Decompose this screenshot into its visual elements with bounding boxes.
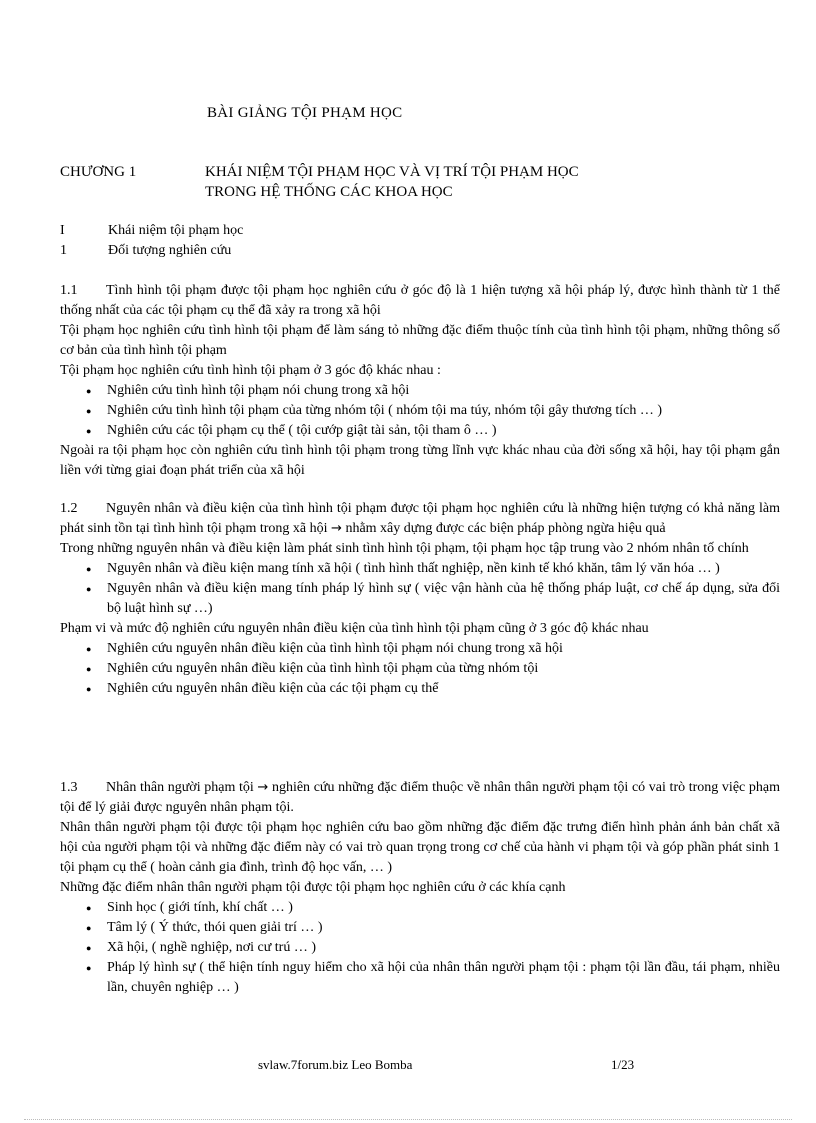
list-item: ● Tâm lý ( Ý thức, thói quen giải trí … ) [60,918,780,938]
paragraph: Ngoài ra tội phạm học còn nghiên cứu tình hình tội phạm trong từng lĩnh vực khác nhau của đời sống xã hội, hay tội phạm gắn liền với từng giai đoạn phát triển của xã hội [60,443,780,478]
section-title: Khái niệm tội phạm học [108,223,244,238]
paragraph: Nhân thân người phạm tội được tội phạm học nghiên cứu bao gồm những đặc điểm đặc trưng điển hình phản ánh bản chất xã hội của người phạm tội và những đặc điểm này có vai trò quan trọng trong cơ chế của hành vi phạm tội và góp phần phát sinh 1 tội phạm cụ thể ( hoàn cảnh gia đình, trình độ học vấn, … ) [60,820,780,875]
paragraph: 1.3 Nhân thân người phạm tội → nghiên cứu những đặc điểm thuộc về nhân thân người phạm tội có vai trò trong việc phạm tội để lý giải được nguyên nhân phạm tội. [60,780,780,815]
document-title: BÀI GIẢNG TỘI PHẠM HỌC [207,105,403,121]
subsection-1-1 [60,281,780,481]
section-1-heading [60,241,231,261]
subsection-1-3 [60,778,780,998]
list-item: ● Nghiên cứu tình hình tội phạm nói chung trong xã hội [60,381,780,401]
section-title: Đối tượng nghiên cứu [108,243,232,258]
bullet-list [60,559,780,619]
list-item: ● Nghiên cứu nguyên nhân điều kiện của các tội phạm cụ thể [60,679,780,699]
chapter-title-line2: TRONG HỆ THỐNG CÁC KHOA HỌC [205,184,453,200]
footer-source: svlaw.7forum.biz Leo Bomba [258,1057,413,1072]
list-item: ● Nguyên nhân và điều kiện mang tính pháp lý hình sự ( việc vận hành của hệ thống pháp luật, cơ chế áp dụng, sửa đổi bộ luật hình sự …) [60,579,780,619]
bullet-list [60,898,780,998]
right-arrow-icon: → [331,521,342,536]
section-number: 1 [60,243,67,258]
list-item: ● Nghiên cứu nguyên nhân điều kiện của tình hình tội phạm của từng nhóm tội [60,659,780,679]
page-divider [24,1119,792,1120]
paragraph: Tội phạm học nghiên cứu tình hình tội phạm ở 3 góc độ khác nhau : [60,363,441,378]
subsection-number: 1.2 [60,501,78,516]
paragraph: Tội phạm học nghiên cứu tình hình tội phạm để làm sáng tỏ những đặc điểm thuộc tính của tình hình tội phạm, những thông số cơ bản của tình hình tội phạm [60,323,780,358]
list-item: ● Xã hội, ( nghề nghiệp, nơi cư trú … ) [60,938,780,958]
list-item: ● Nghiên cứu nguyên nhân điều kiện của tình hình tội phạm nói chung trong xã hội [60,639,780,659]
chapter-label: CHƯƠNG 1 [60,164,137,180]
paragraph: Những đặc điểm nhân thân người phạm tội được tội phạm học nghiên cứu ở các khía cạnh [60,880,566,895]
paragraph: 1.1 Tình hình tội phạm được tội phạm học nghiên cứu ở góc độ là 1 hiện tượng xã hội pháp lý, được hình thành từ 1 thể thống nhất của các tội phạm cụ thể đã xảy ra trong xã hội [60,283,780,318]
section-number: I [60,223,65,238]
subsection-number: 1.1 [60,283,78,298]
bullet-list [60,381,780,441]
footer-page-number: 1/23 [611,1057,635,1072]
section-I-heading [60,221,243,241]
subsection-number: 1.3 [60,780,78,795]
subsection-1-2 [60,499,780,699]
list-item: ● Pháp lý hình sự ( thể hiện tính nguy hiểm cho xã hội của nhân thân người phạm tội : phạm tội lần đầu, tái phạm, nhiều lần, chuyên nghiệp … ) [60,958,780,998]
right-arrow-icon: → [257,780,269,795]
list-item: ● Sinh học ( giới tính, khí chất … ) [60,898,780,918]
paragraph: 1.2 Nguyên nhân và điều kiện của tình hình tội phạm được tội phạm học nghiên cứu là những hiện tượng có khả năng làm phát sinh tồn tại tình hình tội phạm trong xã hội → nhằm xây dựng được các biện pháp phòng ngừa hiệu quả [60,501,780,536]
list-item: ● Nghiên cứu các tội phạm cụ thể ( tội cướp giật tài sản, tội tham ô … ) [60,421,780,441]
bullet-list [60,639,780,699]
list-item: ● Nguyên nhân và điều kiện mang tính xã hội ( tình hình thất nghiệp, nền kinh tế khó khăn, tâm lý văn hóa … ) [60,559,780,579]
paragraph: Trong những nguyên nhân và điều kiện làm phát sinh tình hình tội phạm, tội phạm học tập trung vào 2 nhóm nhân tố chính [60,541,749,556]
chapter-title-line1: KHÁI NIỆM TỘI PHẠM HỌC VÀ VỊ TRÍ TỘI PHẠM HỌC [205,164,579,180]
paragraph: Phạm vi và mức độ nghiên cứu nguyên nhân điều kiện của tình hình tội phạm cũng ở 3 góc độ khác nhau [60,621,649,636]
list-item: ● Nghiên cứu tình hình tội phạm của từng nhóm tội ( nhóm tội ma túy, nhóm tội gây thương tích … ) [60,401,780,421]
chapter-title [205,162,579,202]
